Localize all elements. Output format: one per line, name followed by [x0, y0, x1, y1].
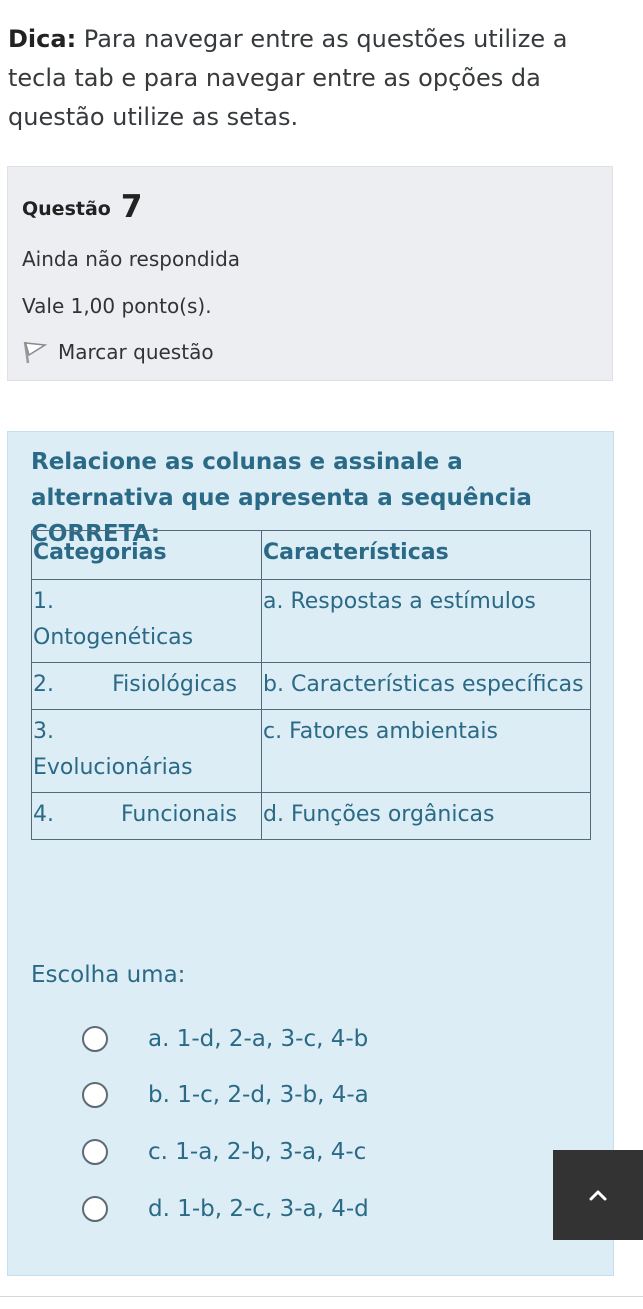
hint-label: Dica: — [8, 25, 77, 53]
category-line — [33, 667, 261, 703]
flag-icon — [22, 339, 48, 365]
radio-button[interactable] — [82, 1082, 108, 1108]
answer-option-label[interactable]: d. 1-b, 2-c, 3-a, 4-d — [148, 1196, 369, 1222]
characteristic-cell: d. Funções orgânicas — [262, 793, 591, 840]
radio-button[interactable] — [82, 1196, 108, 1222]
hint-text: Para navegar entre as questões utilize a tecla tab e para navegar entre as opções da questão utilize as setas. — [8, 25, 568, 131]
category-cell — [32, 710, 262, 793]
answer-option-d[interactable] — [82, 1196, 369, 1222]
answer-option-label[interactable]: c. 1-a, 2-b, 3-a, 4-c — [148, 1139, 367, 1165]
characteristic-cell: a. Respostas a estímulos — [262, 580, 591, 663]
flag-question-button[interactable] — [22, 339, 214, 365]
answer-option-b[interactable] — [82, 1082, 369, 1108]
back-to-top-button[interactable] — [553, 1150, 643, 1240]
radio-button[interactable] — [82, 1026, 108, 1052]
category-number: 1. — [33, 589, 54, 614]
characteristic-cell: b. Características específicas — [262, 663, 591, 710]
question-state: Ainda não respondida — [22, 247, 241, 271]
category-number: 4. — [33, 802, 54, 827]
characteristic-cell: c. Fatores ambientais — [262, 710, 591, 793]
question-info-panel — [7, 166, 613, 381]
table-row — [32, 710, 591, 793]
table-row — [32, 793, 591, 840]
table-row — [32, 580, 591, 663]
category-number: 3. — [33, 719, 54, 744]
chevron-up-icon — [587, 1184, 609, 1206]
question-number — [22, 187, 142, 223]
navigation-hint — [8, 20, 623, 137]
divider — [0, 1296, 643, 1297]
category-cell — [32, 793, 262, 840]
answer-option-c[interactable] — [82, 1139, 366, 1165]
table-row — [32, 663, 591, 710]
category-name: Evolucionárias — [33, 755, 193, 780]
question-content-panel — [7, 431, 614, 1276]
category-cell — [32, 580, 262, 663]
category-cell — [32, 663, 262, 710]
question-number-value: 7 — [120, 189, 143, 225]
matching-table — [31, 530, 591, 840]
table-header-row — [32, 531, 591, 580]
radio-button[interactable] — [82, 1139, 108, 1165]
question-grade: Vale 1,00 ponto(s). — [22, 294, 212, 318]
choose-one-label: Escolha uma: — [31, 962, 186, 988]
category-name: Funcionais — [120, 802, 237, 827]
category-number: 2. — [33, 672, 54, 697]
category-name: Fisiológicas — [112, 672, 237, 697]
flag-question-label: Marcar questão — [58, 340, 214, 364]
column-header-categories: Categorias — [32, 531, 262, 580]
answer-option-a[interactable] — [82, 1026, 368, 1052]
answer-option-label[interactable]: a. 1-d, 2-a, 3-c, 4-b — [148, 1026, 369, 1052]
category-name: Ontogenéticas — [33, 625, 194, 650]
answer-option-label[interactable]: b. 1-c, 2-d, 3-b, 4-a — [148, 1082, 369, 1108]
category-line — [33, 797, 261, 833]
question-text: Relacione as colunas e assinale a alternativa que apresenta a sequência CORRETA: — [31, 449, 532, 547]
question-label: Questão — [22, 198, 111, 220]
column-header-characteristics: Características — [262, 531, 591, 580]
